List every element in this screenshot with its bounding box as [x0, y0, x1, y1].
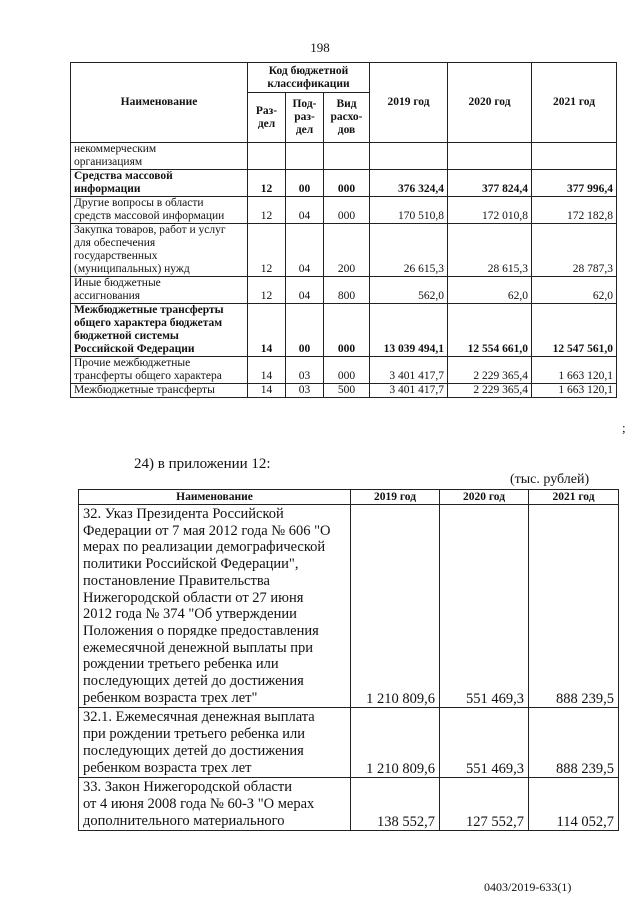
table-row: [71, 143, 617, 170]
table-row: [71, 224, 617, 277]
header-subsection: Под- раз- дел: [286, 93, 324, 143]
row-name: 32. Указ Президента Российской Федерации от 7 мая 2012 года № 606 "О мерах по реализации демографической политики Российской Федерации", постановление Правительства Нижегородской области от 27 июня 2012 года № 374 "Об утверждении Положения о порядке предоставления ежемесячной денежной выплаты при рождении третьего ребенка или последующих детей до достижения ребенком возраста трех лет": [79, 505, 351, 708]
header-name: Наименование: [79, 490, 351, 505]
row-value-2021: 114 052,7: [529, 778, 619, 831]
row-expense-type: 200: [324, 224, 370, 277]
row-section: 12: [248, 170, 286, 197]
table-row: [71, 304, 617, 357]
header-2021: 2021 год: [529, 490, 619, 505]
row-value-2021: 1 663 120,1: [532, 357, 617, 384]
row-value-2021: [532, 143, 617, 170]
row-value-2020: 12 554 661,0: [448, 304, 532, 357]
row-subsection: 03: [286, 357, 324, 384]
section-note: 24) в приложении 12:: [134, 456, 271, 472]
row-value-2020: 551 469,3: [440, 708, 529, 778]
row-expense-type: 800: [324, 277, 370, 304]
units-label: (тыс. рублей): [510, 472, 590, 487]
header-section: Раз- дел: [248, 93, 286, 143]
row-name: Средства массовой информации: [71, 170, 248, 197]
row-value-2020: 62,0: [448, 277, 532, 304]
row-subsection: 04: [286, 224, 324, 277]
row-expense-type: [324, 143, 370, 170]
row-value-2019: [370, 143, 448, 170]
budget-table-body: [71, 143, 617, 398]
row-value-2019: 3 401 417,7: [370, 357, 448, 384]
row-value-2019: 1 210 809,6: [351, 505, 440, 708]
table-row: [79, 708, 619, 778]
header-2019: 2019 год: [370, 63, 448, 143]
row-expense-type: 000: [324, 170, 370, 197]
row-section: 14: [248, 304, 286, 357]
row-value-2021: 377 996,4: [532, 170, 617, 197]
row-section: 14: [248, 357, 286, 384]
row-value-2021: 172 182,8: [532, 197, 617, 224]
row-value-2020: 2 229 365,4: [448, 357, 532, 384]
table-row: [71, 170, 617, 197]
header-2020: 2020 год: [448, 63, 532, 143]
row-expense-type: 000: [324, 357, 370, 384]
header-name: Наименование: [71, 63, 248, 143]
header-2020: 2020 год: [440, 490, 529, 505]
row-value-2020: 551 469,3: [440, 505, 529, 708]
row-value-2019: 376 324,4: [370, 170, 448, 197]
table-row: [71, 277, 617, 304]
row-value-2019: 26 615,3: [370, 224, 448, 277]
row-section: 12: [248, 277, 286, 304]
row-value-2020: 127 552,7: [440, 778, 529, 831]
row-subsection: [286, 143, 324, 170]
table-trailing-punctuation: ;: [622, 420, 626, 435]
table-row: [71, 357, 617, 384]
document-code: 0403/2019-633(1): [484, 880, 572, 894]
row-value-2021: 888 239,5: [529, 505, 619, 708]
row-value-2021: 28 787,3: [532, 224, 617, 277]
row-subsection: 00: [286, 170, 324, 197]
row-value-2020: [448, 143, 532, 170]
row-section: 12: [248, 197, 286, 224]
table-row: [79, 778, 619, 831]
row-value-2019: 138 552,7: [351, 778, 440, 831]
table-row: [71, 384, 617, 398]
row-value-2021: 1 663 120,1: [532, 384, 617, 398]
row-name: 32.1. Ежемесячная денежная выплата при рождении третьего ребенка или последующих детей до достижения ребенком возраста трех лет: [79, 708, 351, 778]
row-subsection: 00: [286, 304, 324, 357]
row-value-2019: 3 401 417,7: [370, 384, 448, 398]
row-name: 33. Закон Нижегородской области от 4 июня 2008 года № 60-З "О мерах дополнительного материального: [79, 778, 351, 831]
row-value-2020: 172 010,8: [448, 197, 532, 224]
row-name: Межбюджетные трансферты: [71, 384, 248, 398]
row-value-2020: 28 615,3: [448, 224, 532, 277]
header-2021: 2021 год: [532, 63, 617, 143]
row-name: Иные бюджетные ассигнования: [71, 277, 248, 304]
table-row: [79, 505, 619, 708]
row-value-2019: 170 510,8: [370, 197, 448, 224]
table-row: [71, 197, 617, 224]
header-2019: 2019 год: [351, 490, 440, 505]
row-value-2019: 13 039 494,1: [370, 304, 448, 357]
row-value-2019: 1 210 809,6: [351, 708, 440, 778]
row-value-2020: 377 824,4: [448, 170, 532, 197]
row-name: Межбюджетные трансферты общего характера бюджетам бюджетной системы Российской Федерации: [71, 304, 248, 357]
row-expense-type: 000: [324, 304, 370, 357]
row-subsection: 04: [286, 277, 324, 304]
header-expense-type: Вид расхо- дов: [324, 93, 370, 143]
row-value-2021: 888 239,5: [529, 708, 619, 778]
row-subsection: 03: [286, 384, 324, 398]
row-name: Закупка товаров, работ и услуг для обеспечения государственных (муниципальных) нужд: [71, 224, 248, 277]
budget-classification-table: [70, 62, 617, 398]
row-section: 14: [248, 384, 286, 398]
row-expense-type: 500: [324, 384, 370, 398]
row-value-2021: 12 547 561,0: [532, 304, 617, 357]
row-subsection: 04: [286, 197, 324, 224]
row-value-2020: 2 229 365,4: [448, 384, 532, 398]
row-name: Прочие межбюджетные трансферты общего характера: [71, 357, 248, 384]
row-section: [248, 143, 286, 170]
row-name: некоммерческим организациям: [71, 143, 248, 170]
row-value-2021: 62,0: [532, 277, 617, 304]
page-number: 198: [310, 40, 330, 55]
row-value-2019: 562,0: [370, 277, 448, 304]
row-expense-type: 000: [324, 197, 370, 224]
row-section: 12: [248, 224, 286, 277]
appendix-table-body: [79, 505, 619, 831]
row-name: Другие вопросы в области средств массовой информации: [71, 197, 248, 224]
header-code-group: Код бюджетной классификации: [248, 63, 370, 93]
appendix-12-table: [78, 489, 619, 831]
